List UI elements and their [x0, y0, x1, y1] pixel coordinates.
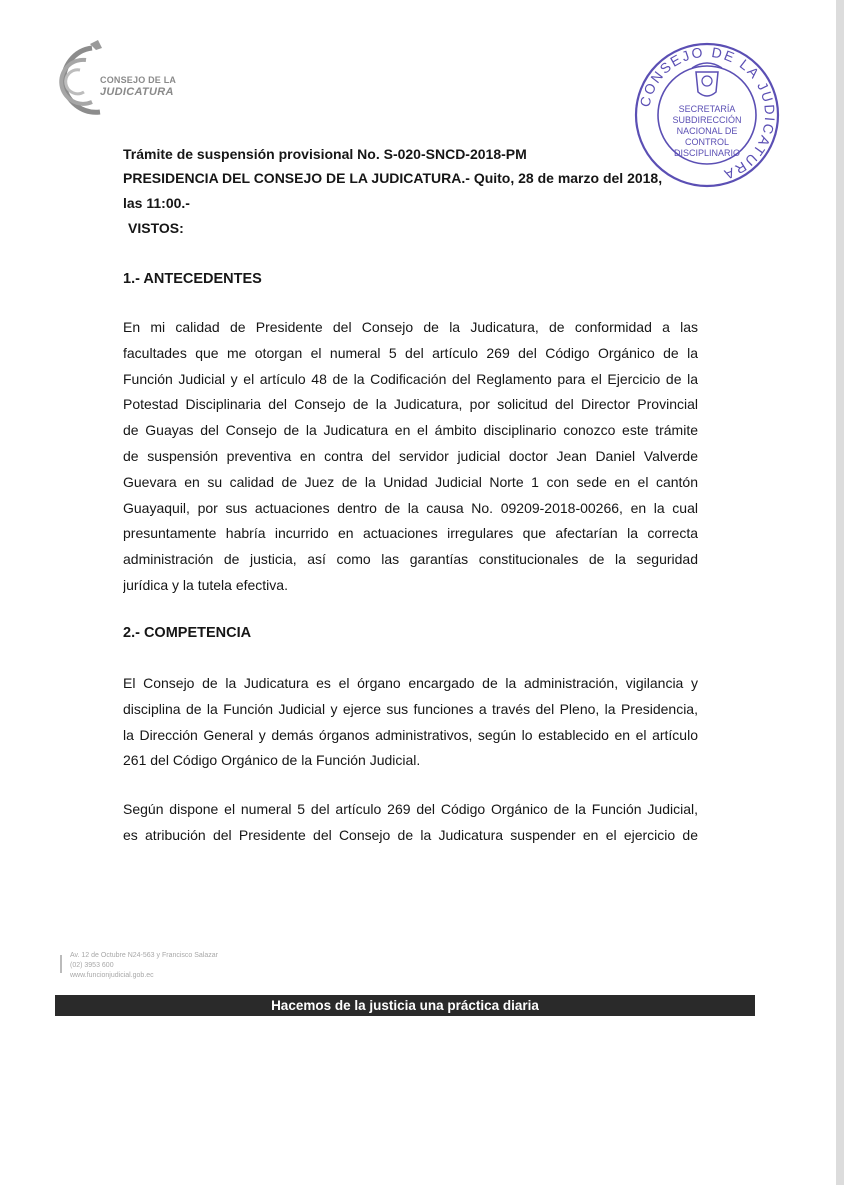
vistos-heading: VISTOS:: [128, 220, 184, 236]
paragraph-line: El Consejo de la Judicatura es el órgano encargado de la administración, vigilancia y: [123, 675, 698, 691]
paragraph-line: es atribución del Presidente del Consejo de la Judicatura suspender en el ejercicio de: [123, 826, 698, 843]
section-2-title: 2.- COMPETENCIA: [123, 625, 252, 641]
paragraph-line: presuntamente habría incurrido en actuaciones irregulares que afectarían la correcta: [123, 525, 698, 542]
seal-line-3: NACIONAL DE: [676, 126, 738, 136]
footer-address: Av. 12 de Octubre N24-563 y Francisco Salazar: [70, 952, 218, 959]
paragraph-line: de suspensión preventiva en contra del servidor judicial doctor Jean Daniel Valverde: [123, 447, 698, 464]
case-number-line: Trámite de suspensión provisional No. S-020-SNCD-2018-PM: [123, 146, 527, 162]
footer-website: www.funcionjudicial.gob.ec: [70, 972, 154, 979]
footer-slogan-bar: Hacemos de la justicia una práctica diaria: [55, 995, 755, 1016]
paragraph-line: de Guayas del Consejo de la Judicatura en el ámbito disciplinario conozco este trámite: [123, 422, 698, 439]
paragraph-line: la Dirección General y demás órganos administrativos, según lo establecido en el artículo: [123, 726, 698, 743]
paragraph-line: Potestad Disciplinaria del Consejo de la Judicatura, por solicitud del Director Provincial: [123, 396, 698, 413]
section-1-title: 1.- ANTECEDENTES: [123, 271, 262, 287]
seal-ring-text: CONSEJO DE LA JUDICATURA: [636, 43, 779, 184]
paragraph-line: facultades que me otorgan el numeral 5 del artículo 269 del Código Orgánico de la: [123, 344, 698, 361]
official-seal-stamp: [632, 40, 782, 190]
section-1-paragraph: [123, 315, 698, 599]
paragraph-line: administración de justicia, así como las garantías constitucionales de la seguridad: [123, 551, 698, 568]
seal-line-4: CONTROL: [684, 137, 730, 147]
paragraph-line: Guayaquil, por sus actuaciones dentro de la causa No. 09209-2018-00266, en la cual: [123, 499, 698, 516]
section-2-paragraph-1: [123, 671, 698, 774]
logo-text-top: CONSEJO DE LA: [100, 75, 177, 85]
presidency-date-line: PRESIDENCIA DEL CONSEJO DE LA JUDICATURA.- Quito, 28 de marzo del 2018,: [123, 170, 663, 186]
footer-phone: (02) 3953 600: [70, 962, 114, 969]
footer-divider: [60, 955, 62, 973]
paragraph-line: disciplina de la Función Judicial y ejerce sus funciones a través del Pleno, la Presidencia,: [123, 700, 698, 717]
logo-text-bottom: JUDICATURA: [100, 86, 174, 98]
seal-line-5: DISCIPLINARIO: [673, 148, 741, 158]
scan-edge: [836, 0, 844, 1185]
paragraph-line: jurídica y la tutela efectiva.: [123, 576, 288, 593]
section-2-paragraph-2: [123, 797, 698, 849]
footer-address-block: [70, 951, 218, 981]
paragraph-line: Función Judicial y el artículo 48 de la Codificación del Reglamento para el Ejercicio de la: [123, 370, 698, 387]
seal-line-1: SECRETARÍA: [678, 104, 736, 114]
paragraph-line: Guevara en su calidad de Juez de la Unidad Judicial Norte 1 con sede en el cantón: [123, 473, 698, 490]
paragraph-line: 261 del Código Orgánico de la Función Judicial.: [123, 752, 421, 769]
paragraph-line: En mi calidad de Presidente del Consejo de la Judicatura, de conformidad a las: [123, 319, 698, 335]
time-line: las 11:00.-: [123, 195, 190, 211]
seal-line-2: SUBDIRECCIÓN: [672, 115, 742, 125]
paragraph-line: Según dispone el numeral 5 del artículo 269 del Código Orgánico de la Función Judicial,: [123, 801, 698, 817]
